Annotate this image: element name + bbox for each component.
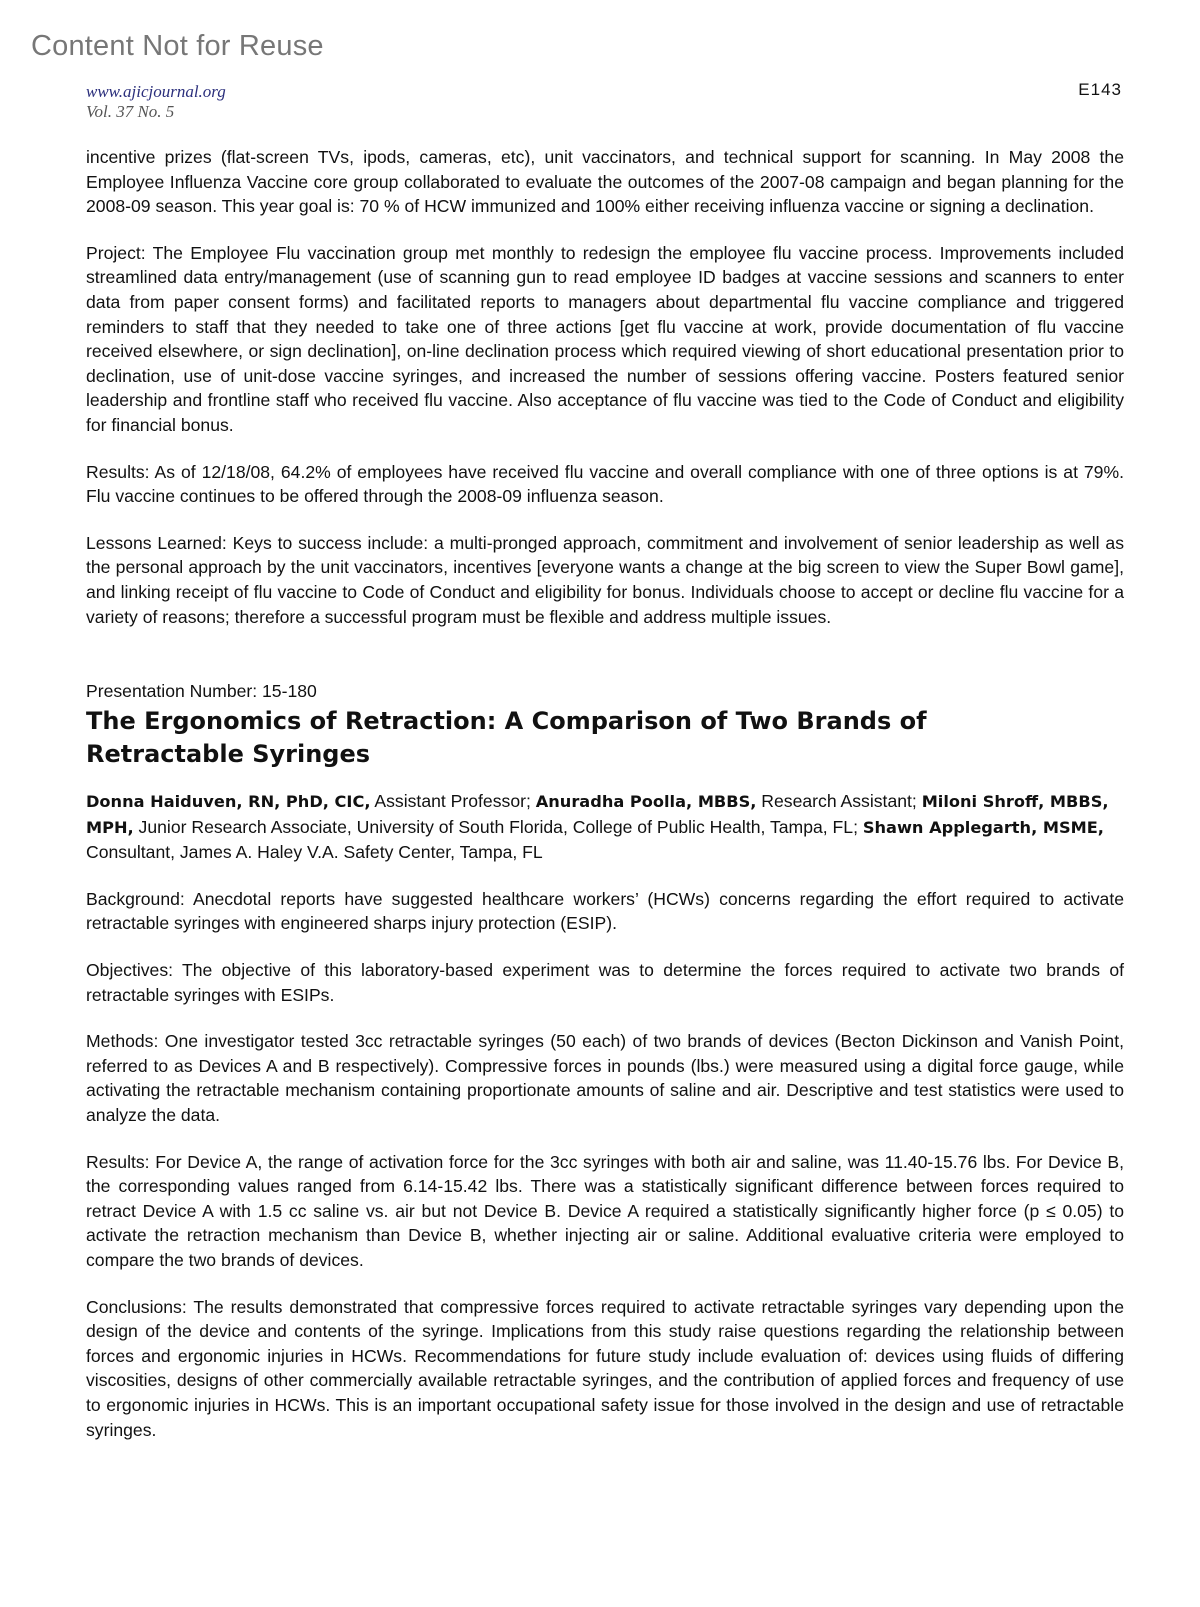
page-number: E143 <box>1078 80 1122 99</box>
abstract-objectives: Objectives: The objective of this laboratory-based experiment was to determine the forces required to activate two brands of retractable syringes with ESIPs. <box>86 960 1124 1005</box>
author-name: Donna Haiduven, RN, PhD, CIC, <box>86 792 371 812</box>
author-affiliation: Junior Research Associate, University of South Florida, College of Public Health, Tampa, FL; <box>133 816 863 837</box>
previous-abstract-lessons: Lessons Learned: Keys to success include: a multi-pronged approach, commitment and involvement of senior leadership as well as the personal approach by the unit vaccinators, incentives [everyone wants a change at the big screen to view the Super Bowl game], and linking receipt of flu vaccine to Code of Conduct and eligibility for bonus. Individuals choose to accept or decline flu vaccine for a variety of reasons; therefore a successful program must be flexible and address multiple issues. <box>86 532 1124 627</box>
previous-abstract-project: Project: The Employee Flu vaccination group met monthly to redesign the employee flu vaccine process. Improvements included streamlined data entry/management (use of scanning gun to read employee ID badges at vaccine sessions and scanners to enter data from paper consent forms) and facilitated reports to managers about departmental flu vaccine compliance and triggered reminders to staff that they needed to take one of three actions [get flu vaccine at work, provide documentation of flu vaccine received elsewhere, or sign declination], on-line declination process which required viewing of short educational presentation prior to declination, use of unit-dose vaccine syringes, and increased the number of sessions offering vaccine. Posters featured senior leadership and frontline staff who received flu vaccine. Also acceptance of flu vaccine was tied to the Code of Conduct and eligibility for financial bonus. <box>86 242 1124 435</box>
abstract-background: Background: Anecdotal reports have suggested healthcare workers’ (HCWs) concerns regarding the effort required to activate retractable syringes with engineered sharps injury protection (ESIP). <box>86 888 1124 934</box>
page-body <box>86 145 1124 1464</box>
previous-abstract-results: Results: As of 12/18/08, 64.2% of employees have received flu vaccine and overall compliance with one of three options is at 79%. Flu vaccine continues to be offered through the 2008-09 influenza season. <box>86 461 1124 507</box>
journal-header <box>86 82 226 122</box>
abstract-title: The Ergonomics of Retraction: A Comparison of Two Brands of Retractable Syringes <box>86 707 927 769</box>
journal-volume: Vol. 37 No. 5 <box>86 102 175 121</box>
previous-abstract-intro: incentive prizes (flat-screen TVs, ipods, cameras, etc), unit vaccinators, and technical support for scanning. In May 2008 the Employee Influenza Vaccine core group collaborated to evaluate the outcomes of the 2007-08 campaign and began planning for the 2008-09 season. This year goal is: 70 % of HCW immunized and 100% either receiving influenza vaccine or signing a declination. <box>86 147 1124 217</box>
author-affiliation: Assistant Professor; <box>370 791 536 812</box>
author-name: Shawn Applegarth, MSME, <box>862 817 1104 837</box>
author-affiliation: Research Assistant; <box>756 791 922 812</box>
abstract-methods: Methods: One investigator tested 3cc retractable syringes (50 each) of two brands of devices (Becton Dickinson and Vanish Point, referred to as Devices A and B respectively). Compressive forces in pounds (lbs.) were measured using a digital force gauge, while activating the retractable mechanism containing proportionate amounts of saline and air. Descriptive and test statistics were used to analyze the data. <box>86 1031 1124 1126</box>
presentation-number: Presentation Number: 15-180 <box>86 681 317 702</box>
author-name: Miloni Shroff, MBBS, MPH, <box>86 792 1109 837</box>
abstract-conclusions: Conclusions: The results demonstrated that compressive forces required to activate retractable syringes vary depending upon the design of the device and contents of the syringe. Implications from this study raise questions regarding the relationship between forces and ergonomic injuries in HCWs. Recommendations for future study include evaluation of: devices using fluids of differing viscosities, designs of other commercially available retractable syringes, and the contribution of applied forces and frequency of use to ergonomic injuries in HCWs. This is an important occupational safety issue for those involved in the design and use of retractable syringes. <box>86 1296 1124 1440</box>
author-list <box>86 789 1124 865</box>
watermark: Content Not for Reuse <box>31 30 324 62</box>
author-affiliation: Consultant, James A. Haley V.A. Safety Center, Tampa, FL <box>86 842 543 863</box>
author-name: Anuradha Poolla, MBBS, <box>535 792 757 812</box>
abstract-results: Results: For Device A, the range of activation force for the 3cc syringes with both air and saline, was 11.40-15.76 lbs. For Device B, the corresponding values ranged from 6.14-15.42 lbs. There was a statistically significant difference between forces required to retract Device A with 1.5 cc saline vs. air but not Device B. Device A required a statistically significantly higher force (p ≤ 0.05) to activate the retraction mechanism than Device B, whether injecting air or saline. Additional evaluative criteria were employed to compare the two brands of devices. <box>86 1151 1124 1270</box>
journal-url[interactable]: www.ajicjournal.org <box>86 82 226 101</box>
